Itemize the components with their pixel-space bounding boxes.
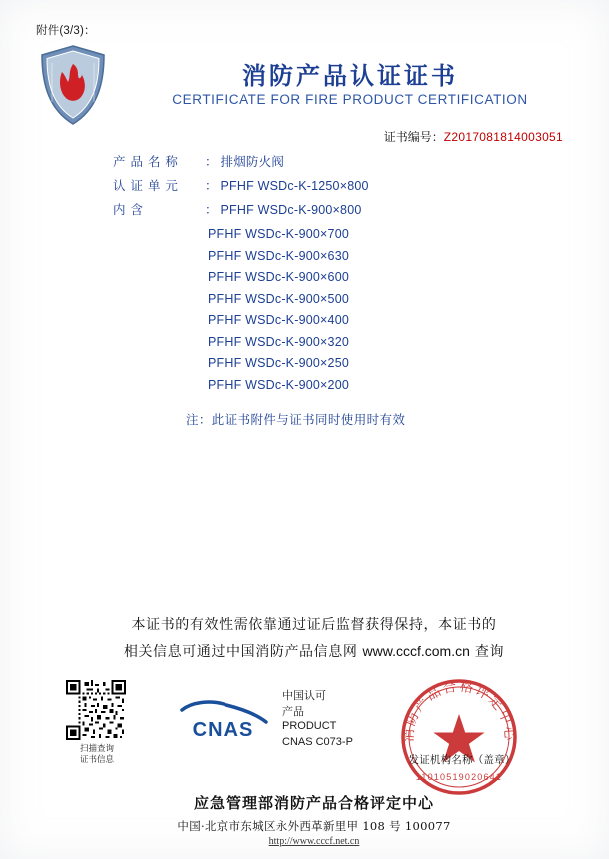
cnas-logo-icon: [176, 700, 271, 746]
qr-caption: [66, 744, 128, 766]
list-item: PFHF WSDc-K-900×600: [208, 270, 349, 284]
field-label-certification-unit: 认 证 单 元: [113, 178, 179, 193]
cnas-accreditation-text: [282, 688, 353, 750]
field-label-product-name: 产 品 名 称: [113, 154, 179, 169]
svg-text:11010519020641: 11010519020641: [415, 772, 503, 782]
svg-text:消防产品合格评定中心: 消防产品合格评定中心: [400, 678, 518, 743]
field-value-contains-first: PFHF WSDc-K-900×800: [220, 203, 362, 217]
certificate-number-value: Z2017081814003051: [443, 130, 563, 144]
certificate-title-en: CERTIFICATE FOR FIRE PRODUCT CERTIFICATION: [172, 92, 528, 107]
cnas-line-3: PRODUCT: [282, 720, 337, 732]
qr-caption-line-1: 扫描查询: [79, 744, 114, 754]
field-contains: [113, 200, 553, 218]
certificate-number-label: 证书编号：: [383, 130, 444, 144]
validity-line-2: [104, 638, 524, 665]
certificate-number: [384, 128, 563, 145]
field-colon: ：: [205, 202, 218, 217]
field-product-name: [113, 152, 553, 170]
field-certification-unit: [113, 176, 553, 194]
list-item: PFHF WSDc-K-900×400: [208, 313, 349, 327]
list-item: PFHF WSDc-K-900×200: [208, 377, 349, 392]
validity-line-2-prefix: 相关信息可通过中国消防产品信息网: [123, 644, 363, 660]
field-block: [113, 152, 553, 396]
cnas-logo: [176, 700, 271, 751]
certificate-title-cn: 消防产品认证证书: [242, 62, 458, 90]
list-item: PFHF WSDc-K-900×700: [208, 227, 349, 241]
cnas-line-2: 产品: [282, 704, 304, 718]
list-item: PFHF WSDc-K-900×250: [208, 356, 349, 370]
validity-statement: [104, 612, 524, 665]
qr-code-block: [66, 680, 128, 766]
field-value-product-name: 排烟防火阀: [220, 154, 285, 169]
field-colon: ：: [205, 178, 218, 193]
validity-line-2-suffix: 查询: [469, 644, 505, 660]
field-label-contains: 内 含: [113, 202, 144, 217]
cccf-website-link[interactable]: www.cccf.com.cn: [362, 643, 470, 659]
fire-shield-emblem: [38, 44, 108, 126]
validity-note: 注：此证书附件与证书同时使用时有效: [186, 412, 406, 427]
official-seal-icon: [398, 676, 520, 798]
issuer-website-link[interactable]: http://www.cccf.net.cn: [268, 836, 360, 847]
field-colon: ：: [205, 154, 218, 169]
cnas-line-4: CNAS C073-P: [282, 735, 353, 748]
list-item: PFHF WSDc-K-900×630: [208, 248, 349, 263]
validity-line-1: 本证书的有效性需依靠通过证后监督获得保持，本证书的: [131, 617, 497, 633]
qr-caption-line-2: 证书信息: [79, 755, 114, 765]
model-list: [113, 224, 553, 396]
attachment-tag: 附件(3/3)：: [36, 25, 96, 37]
field-value-certification-unit: PFHF WSDc-K-1250×800: [220, 179, 369, 193]
seal-caption: 发证机构名称（盖章）: [408, 754, 516, 766]
svg-text:CNAS: CNAS: [192, 719, 254, 741]
cnas-line-1: 中国认可: [282, 689, 326, 702]
list-item: PFHF WSDc-K-900×320: [208, 334, 349, 349]
qr-code-icon[interactable]: [66, 680, 126, 740]
issuing-authority: 应急管理部消防产品合格评定中心: [193, 794, 434, 812]
list-item: PFHF WSDc-K-900×500: [208, 291, 349, 306]
issuer-address: 中国·北京市东城区永外西革新里甲 108 号 100077: [177, 819, 451, 833]
